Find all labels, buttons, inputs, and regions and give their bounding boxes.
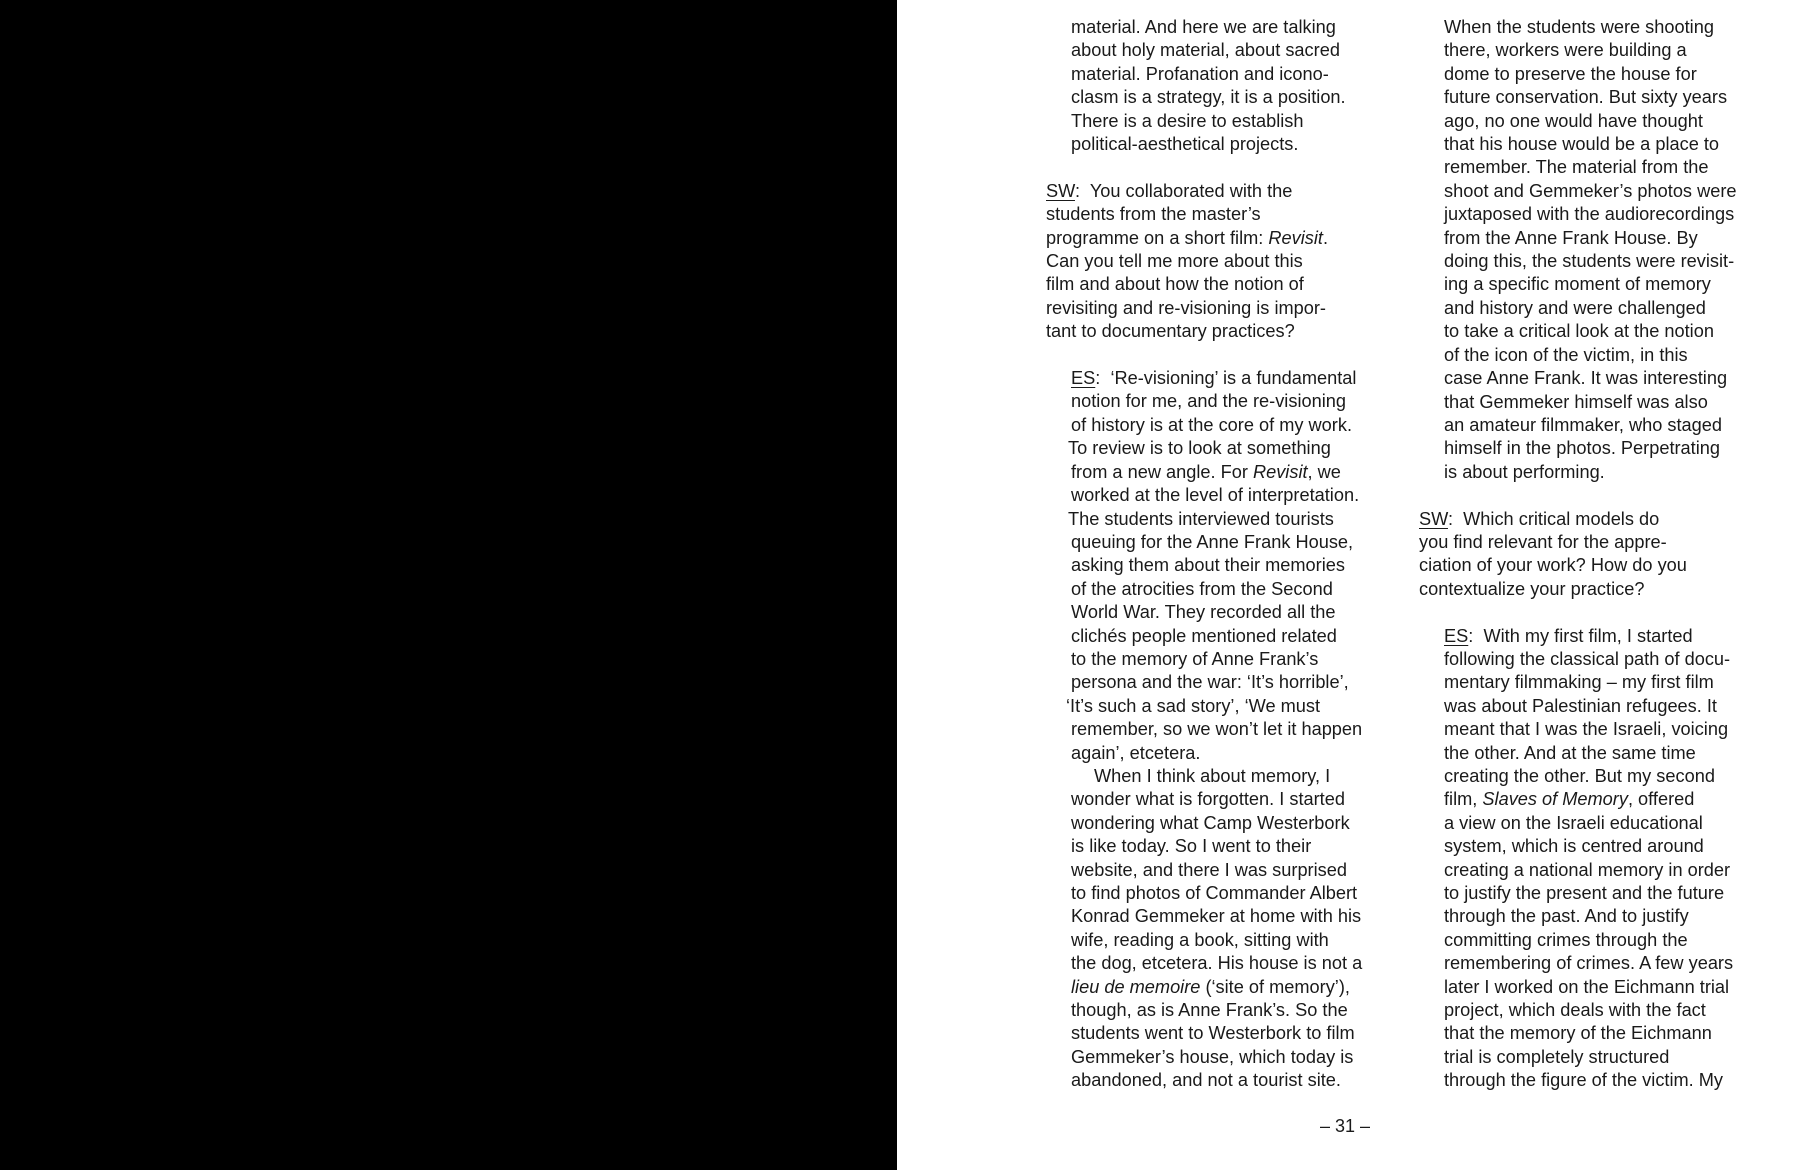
text-line: political-aesthetical projects.	[1071, 134, 1299, 155]
text-line: of history is at the core of my work.	[1071, 414, 1352, 435]
text-line: film and about how the notion of	[1046, 274, 1304, 295]
text-segment: You collaborated with the	[1089, 180, 1293, 201]
text-line: Konrad Gemmeker at home with his	[1071, 906, 1362, 927]
text-line: of the icon of the victim, in this	[1444, 344, 1688, 365]
text-line: SW: Which critical models do	[1419, 508, 1660, 529]
text-segment: from a new angle. For	[1071, 461, 1253, 482]
text-line: again’, etcetera.	[1071, 742, 1201, 763]
text-line: clichés people mentioned related	[1071, 625, 1337, 646]
text-line: When the students were shooting	[1444, 17, 1714, 37]
text-line: case Anne Frank. It was interesting	[1444, 368, 1728, 389]
text-line	[1046, 227, 1386, 250]
text-column-1	[1046, 16, 1386, 1093]
text-line: ciation of your work? How do you	[1419, 555, 1687, 576]
text-line: material. Profanation and icono-	[1071, 63, 1329, 84]
text-line: remember, so we won’t let it happen	[1071, 719, 1363, 740]
text-line: you find relevant for the appre-	[1419, 531, 1667, 552]
text-line: an amateur filmmaker, who staged	[1444, 414, 1722, 435]
text-line: creating the other. But my second	[1444, 765, 1715, 786]
text-line: the dog, etcetera. His house is not a	[1071, 953, 1363, 974]
right-text-page	[897, 0, 1793, 1170]
text-segment: film,	[1444, 789, 1483, 810]
text-column-2	[1419, 16, 1759, 1093]
text-line: committing crimes through the	[1444, 929, 1688, 950]
text-line: there, workers were building a	[1444, 40, 1687, 61]
text-line: worked at the level of interpretation.	[1071, 485, 1360, 506]
film-title-revisit: Revisit	[1252, 461, 1308, 482]
text-line: creating a national memory in order	[1444, 859, 1731, 880]
es-answer-continued	[1046, 16, 1386, 156]
text-line: to the memory of Anne Frank’s	[1071, 648, 1319, 669]
es-answer	[1046, 367, 1386, 1093]
text-segment: .	[1322, 227, 1329, 248]
text-line: ago, no one would have thought	[1444, 110, 1703, 131]
paragraph-gap	[1419, 601, 1759, 624]
text-line: The students interviewed tourists	[1068, 508, 1334, 529]
text-line: Gemmeker’s house, which today is	[1071, 1046, 1354, 1067]
text-line: clasm is a strategy, it is a position.	[1071, 87, 1346, 108]
text-line: meant that I was the Israeli, voicing	[1444, 719, 1729, 740]
text-line: ing a specific moment of memory	[1444, 274, 1711, 295]
text-line: wonder what is forgotten. I started	[1071, 789, 1345, 810]
text-line: that the memory of the Eichmann	[1444, 1023, 1712, 1044]
text-line: is about performing.	[1444, 461, 1605, 482]
text-line: of the atrocities from the Second	[1071, 578, 1333, 599]
text-line: himself in the photos. Perpetrating	[1444, 438, 1721, 459]
page-number: – 31 –	[1319, 1116, 1371, 1136]
text-line: When I think about memory, I	[1094, 765, 1331, 786]
text-line: dome to preserve the house for	[1444, 63, 1697, 84]
italic-phrase: lieu de memoire	[1071, 976, 1201, 997]
text-line: doing this, the students were revisit-	[1444, 251, 1735, 272]
text-line: a view on the Israeli educational	[1444, 812, 1703, 833]
film-title-slaves-of-memory: Slaves of Memory	[1482, 789, 1628, 810]
sw-question	[1419, 508, 1759, 602]
text-segment: , offered	[1627, 789, 1695, 810]
text-segment: With my first film, I started	[1483, 625, 1693, 646]
text-line: from the Anne Frank House. By	[1444, 227, 1698, 248]
es-answer	[1419, 625, 1759, 1093]
text-line: project, which deals with the fact	[1444, 1000, 1706, 1021]
paragraph-gap	[1046, 344, 1386, 367]
speaker-tag-es: ES	[1071, 368, 1096, 389]
text-line: Can you tell me more about this	[1046, 251, 1303, 272]
text-line: remember. The material from the	[1444, 157, 1709, 178]
text-line: to take a critical look at the notion	[1444, 321, 1714, 342]
speaker-tag-sw: SW	[1046, 180, 1075, 201]
film-title-revisit: Revisit	[1268, 227, 1323, 248]
text-line: World War. They recorded all the	[1071, 602, 1336, 623]
text-line: contextualize your practice?	[1419, 578, 1645, 599]
text-line: students went to Westerbork to film	[1071, 1023, 1355, 1044]
text-line: website, and there I was surprised	[1071, 859, 1347, 880]
text-line: ‘It’s such a sad story’, ‘We must	[1066, 695, 1321, 716]
text-line: persona and the war: ‘It’s horrible’,	[1071, 672, 1349, 693]
text-line: to justify the present and the future	[1444, 883, 1725, 903]
text-segment: (‘site of memory’),	[1200, 976, 1350, 997]
text-line: To review is to look at something	[1068, 438, 1331, 459]
text-line: wondering what Camp Westerbork	[1071, 812, 1350, 833]
text-segment: Which critical models do	[1463, 508, 1660, 529]
paragraph-gap	[1046, 156, 1386, 179]
text-line: wife, reading a book, sitting with	[1071, 929, 1329, 950]
sw-question	[1046, 180, 1386, 344]
text-line	[1046, 976, 1386, 999]
text-line: though, as is Anne Frank’s. So the	[1071, 1000, 1348, 1021]
text-line: material. And here we are talking	[1071, 17, 1336, 37]
es-answer-continued	[1419, 16, 1759, 484]
text-line: mentary filmmaking – my first film	[1444, 672, 1714, 693]
text-line: that Gemmeker himself was also	[1444, 391, 1708, 412]
speaker-tag-es: ES	[1444, 625, 1469, 646]
text-line: asking them about their memories	[1071, 555, 1345, 576]
text-line: ES: With my first film, I started	[1444, 625, 1693, 646]
text-line: shoot and Gemmeker’s photos were	[1444, 180, 1737, 201]
text-line: revisiting and re-visioning is impor-	[1046, 297, 1326, 318]
text-line: queuing for the Anne Frank House,	[1071, 531, 1354, 552]
text-line: tant to documentary practices?	[1046, 321, 1295, 342]
text-line: future conservation. But sixty years	[1444, 87, 1728, 108]
text-segment: programme on a short film:	[1046, 227, 1269, 248]
text-line: trial is completely structured	[1444, 1046, 1670, 1067]
text-segment: , we	[1307, 461, 1341, 482]
text-line: and history and were challenged	[1444, 297, 1706, 318]
text-line: to find photos of Commander Albert	[1071, 883, 1358, 903]
paragraph-gap	[1419, 484, 1759, 507]
text-line: remembering of crimes. A few years	[1444, 953, 1734, 974]
text-line: notion for me, and the re-visioning	[1071, 391, 1346, 412]
text-segment: ‘Re-visioning’ is a fundamental	[1110, 368, 1357, 389]
text-line	[1419, 788, 1759, 811]
speaker-tag-sw: SW	[1419, 508, 1448, 529]
text-line: about holy material, about sacred	[1071, 40, 1340, 61]
text-line: abandoned, and not a tourist site.	[1071, 1070, 1341, 1091]
text-line: juxtaposed with the audiorecordings	[1444, 204, 1735, 225]
text-line	[1046, 461, 1386, 484]
text-line: There is a desire to establish	[1071, 110, 1304, 131]
text-line: students from the master’s	[1046, 204, 1261, 225]
text-line: through the past. And to justify	[1444, 906, 1689, 927]
text-line: through the figure of the victim. My	[1444, 1070, 1724, 1091]
text-line: the other. And at the same time	[1444, 742, 1696, 763]
text-line: following the classical path of docu-	[1444, 648, 1731, 669]
text-line: was about Palestinian refugees. It	[1444, 695, 1717, 716]
text-line: is like today. So I went to their	[1071, 836, 1312, 857]
text-line: SW: You collaborated with the	[1046, 180, 1293, 201]
text-line: that his house would be a place to	[1444, 134, 1720, 155]
text-line: ES: ‘Re-visioning’ is a fundamental	[1071, 368, 1357, 389]
text-line: system, which is centred around	[1444, 836, 1704, 857]
text-line: later I worked on the Eichmann trial	[1444, 976, 1730, 997]
